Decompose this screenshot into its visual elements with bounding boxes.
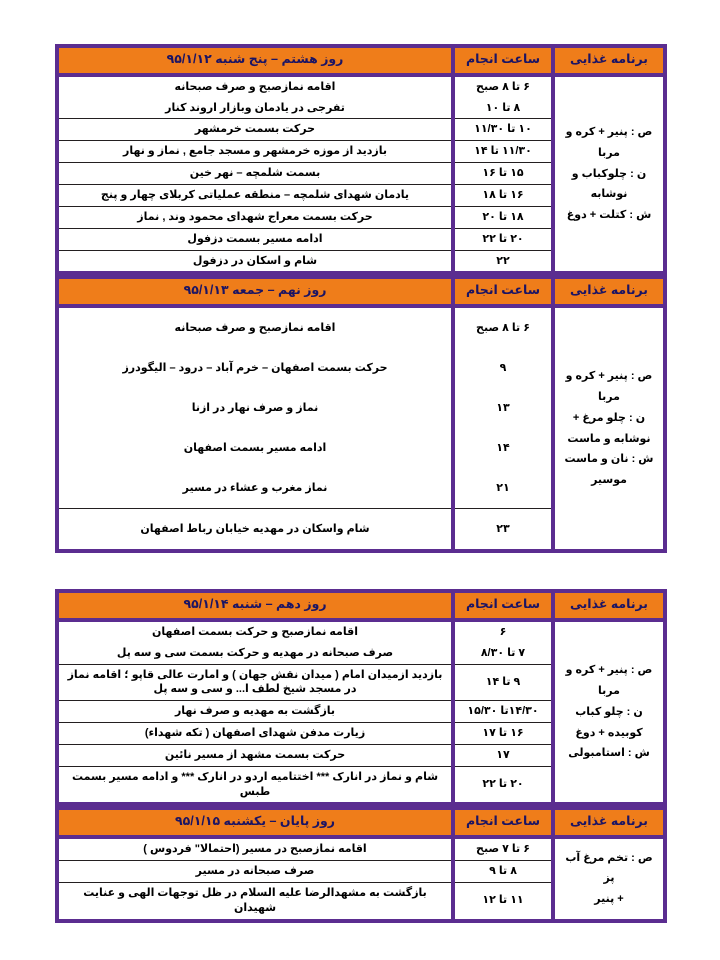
meal-line-lunch: ن : چلو کباب کوبیده + دوغ (575, 705, 643, 739)
activity-cell: حرکت بسمت خرمشهر (57, 119, 453, 141)
activity-cell: بازگشت به مهدیه و صرف نهار (57, 701, 453, 723)
table-header-row (57, 277, 665, 306)
table-header-row (57, 46, 665, 75)
meal-line-dinner: ش : کتلت + دوغ (566, 209, 652, 222)
meal-line-breakfast: ص : تخم مرغ آب پز (565, 851, 653, 885)
day-title-header: روز دهم – شنبه ۹۵/۱/۱۴ (57, 591, 453, 620)
activity-cell: اقامه نمازصبح و صرف صبحانه (57, 75, 453, 98)
schedule-table-day-9 (55, 275, 667, 553)
time-cell: ۲۰ تا ۲۲ (453, 228, 553, 250)
activity-cell: شام و اسکان در دزفول (57, 250, 453, 273)
activity-cell: حرکت بسمت معراج شهدای محمود وند , نماز (57, 206, 453, 228)
time-cell: ۱۵ تا ۱۶ (453, 163, 553, 185)
time-cell: ۸ تا ۹ (453, 861, 553, 883)
activity-cell: تفرجی در یادمان وبازار اروند کنار (57, 98, 453, 119)
table-row (57, 306, 665, 348)
activity-cell: نماز و صرف نهار در ازنا (57, 388, 453, 428)
time-cell: ۱۶ تا ۱۷ (453, 723, 553, 745)
activity-cell: زیارت مدفن شهدای اصفهان ( تکه شهداء) (57, 723, 453, 745)
program-column-header: برنامه غذایی (553, 277, 665, 306)
time-cell: ۲۳ (453, 509, 553, 552)
activity-cell: ادامه مسیر بسمت دزفول (57, 228, 453, 250)
meal-line-lunch: ن : چلوکباب و نوشابه (571, 167, 647, 201)
meal-line-dinner: ش : استامبولی (568, 747, 650, 760)
time-cell: ۱۳ (453, 388, 553, 428)
time-cell: ۱۰ تا ۱۱/۳۰ (453, 119, 553, 141)
table-row (57, 75, 665, 98)
time-cell: ۲۱ (453, 468, 553, 509)
day-title-header: روز نهم – جمعه ۹۵/۱/۱۳ (57, 277, 453, 306)
time-cell: ۱۱/۳۰ تا ۱۴ (453, 141, 553, 163)
day-title-header (57, 808, 453, 837)
time-cell: ۲۰ تا ۲۲ (453, 766, 553, 804)
activity-cell: بسمت شلمچه – نهر خین (57, 163, 453, 185)
activity-cell: بازدید ازمیدان امام ( میدان نقش جهان ) و امارت عالی قاپو ؛ اقامه نماز در مسجد شیخ لطف ا... و سی و سه پل (57, 664, 453, 701)
activity-cell: بازدید از موزه خرمشهر و مسجد جامع , نماز و نهار (57, 141, 453, 163)
table-row (57, 620, 665, 643)
activity-cell: ادامه مسیر بسمت اصفهان (57, 428, 453, 468)
time-column-header: ساعت انجام (453, 46, 553, 75)
time-cell: ۱۴/۳۰تا ۱۵/۳۰ (453, 701, 553, 723)
activity-cell: بازگشت به مشهدالرضا علیه السلام در ظل توجهات الهی و عنایت شهیدان (57, 882, 453, 920)
program-column-header: برنامه غذایی (553, 808, 665, 837)
schedule-block-0 (55, 44, 667, 275)
time-cell: ۷ تا ۸/۳۰ (453, 643, 553, 664)
time-column-header: ساعت انجام (453, 591, 553, 620)
table-header-row (57, 808, 665, 837)
activity-cell: اقامه نمازصبح و حرکت بسمت اصفهان (57, 620, 453, 643)
schedule-block-3 (55, 806, 667, 922)
schedule-block-1 (55, 275, 667, 553)
meal-line-breakfast-extra: + پنیر (594, 893, 624, 906)
time-cell: ۹ تا ۱۴ (453, 664, 553, 701)
time-cell: ۲۲ (453, 250, 553, 273)
time-cell: ۱۷ (453, 744, 553, 766)
time-cell: ۱۱ تا ۱۲ (453, 882, 553, 920)
schedule-sheet (55, 44, 667, 923)
meal-line-dinner: ش : نان و ماست موسیر (564, 453, 654, 487)
meal-line-breakfast: ص : پنیر + کره و مربا (565, 369, 653, 403)
time-cell: ۱۴ (453, 428, 553, 468)
activity-cell: حرکت بسمت مشهد از مسیر نائین (57, 744, 453, 766)
meal-program-cell (553, 75, 665, 274)
meal-line-breakfast: ص : پنیر + کره و مربا (565, 125, 653, 159)
time-cell: ۶ تا ۷ صبح (453, 837, 553, 860)
meal-line-breakfast: ص : پنیر + کره و مربا (565, 663, 653, 697)
schedule-table-day-8 (55, 44, 667, 275)
activity-cell: شام واسکان در مهدیه خیابان رباط اصفهان (57, 509, 453, 552)
schedule-block-2 (55, 589, 667, 806)
time-cell: ۹ (453, 348, 553, 388)
program-column-header: برنامه غذایی (553, 591, 665, 620)
activity-cell: یادمان شهدای شلمچه – منطقه عملیاتی کربلای چهار و پنج (57, 184, 453, 206)
time-cell: ۶ تا ۸ صبح (453, 306, 553, 348)
time-cell: ۱۶ تا ۱۸ (453, 184, 553, 206)
activity-cell: نماز مغرب و عشاء در مسیر (57, 468, 453, 509)
time-cell: ۶ (453, 620, 553, 643)
activity-cell: صرف صبحانه در مهدیه و حرکت بسمت سی و سه پل (57, 643, 453, 664)
time-column-header: ساعت انجام (453, 277, 553, 306)
meal-program-cell (553, 306, 665, 551)
schedule-table-day-10 (55, 589, 667, 806)
table-header-row (57, 591, 665, 620)
time-cell: ۸ تا ۱۰ (453, 98, 553, 119)
meal-line-lunch: ن : چلو مرغ + نوشابه و ماست (567, 411, 651, 445)
time-cell: ۶ تا ۸ صبح (453, 75, 553, 98)
time-column-header: ساعت انجام (453, 808, 553, 837)
schedule-table-final-day (55, 806, 667, 922)
time-cell: ۱۸ تا ۲۰ (453, 206, 553, 228)
day-title-text: روز پایان – یکشنبه ۹۵/۱/۱۵ (174, 814, 335, 829)
activity-cell: حرکت بسمت اصفهان – خرم آباد – درود – الیگودرز (57, 348, 453, 388)
meal-program-cell (553, 620, 665, 805)
program-column-header: برنامه غذایی (553, 46, 665, 75)
activity-cell: اقامه نمازصبح و صرف صبحانه (57, 306, 453, 348)
day-title-header: روز هشتم – پنج شنبه ۹۵/۱/۱۲ (57, 46, 453, 75)
activity-cell: اقامه نمازصبح در مسیر (احتمالا" فردوس ) (57, 837, 453, 860)
activity-cell: صرف صبحانه در مسیر (57, 861, 453, 883)
table-row (57, 837, 665, 860)
activity-cell: شام و نماز در انارک *** اختتامیه اردو در انارک *** و ادامه مسیر بسمت طبس (57, 766, 453, 804)
meal-program-cell (553, 837, 665, 920)
section-gap (55, 553, 667, 589)
